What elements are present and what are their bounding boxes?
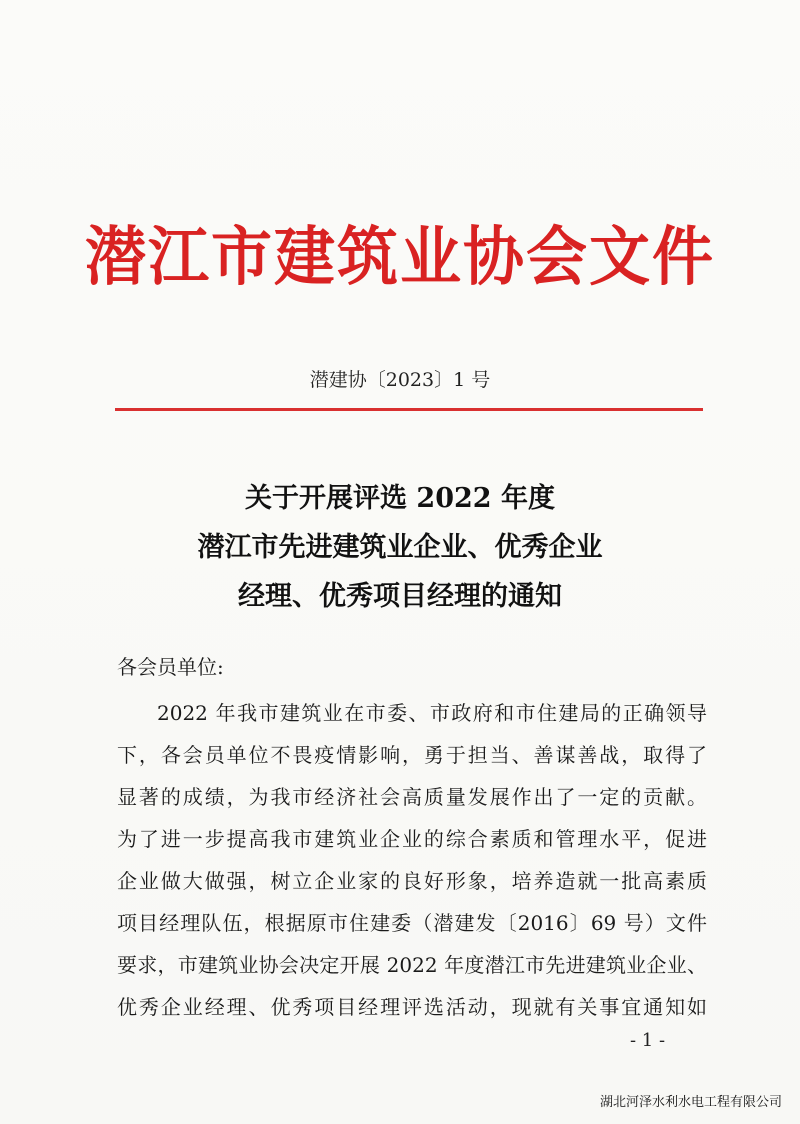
document-title [0,474,800,621]
document-number: 潜建协〔2023〕1 号 [309,369,491,391]
body-line-6: 项目经理队伍，根据原市住建委（潜建发〔2016〕69 号）文件 [117,911,707,935]
body-line-3: 显著的成绩，为我市经济社会高质量发展作出了一定的贡献。 [117,785,707,809]
body-paragraph [117,692,707,1028]
title-line-2: 潜江市先进建筑业企业、优秀企业 [197,532,603,563]
title-line-1: 关于开展评选 2022 年度 [245,483,555,514]
company-watermark: 湖北河泽水利水电工程有限公司 [599,1095,782,1110]
page-number: - 1 - [630,1030,666,1051]
body-line-5: 企业做大做强，树立企业家的良好形象，培养造就一批高素质 [117,869,707,893]
red-divider-line [115,408,703,411]
body-line-8: 优秀企业经理、优秀项目经理评选活动，现就有关事宜通知如 [117,995,707,1019]
title-line-3: 经理、优秀项目经理的通知 [238,581,562,612]
body-line-1: 2022 年我市建筑业在市委、市政府和市住建局的正确领导 [157,701,707,725]
body-line-2: 下，各会员单位不畏疫情影响，勇于担当、善谋善战，取得了 [117,743,707,767]
document-masthead: 潜江市建筑业协会文件 [84,220,715,295]
salutation: 各会员单位: [117,655,224,679]
body-line-4: 为了进一步提高我市建筑业企业的综合素质和管理水平，促进 [117,827,707,851]
body-line-7: 要求，市建筑业协会决定开展 2022 年度潜江市先进建筑业企业、 [117,953,707,977]
